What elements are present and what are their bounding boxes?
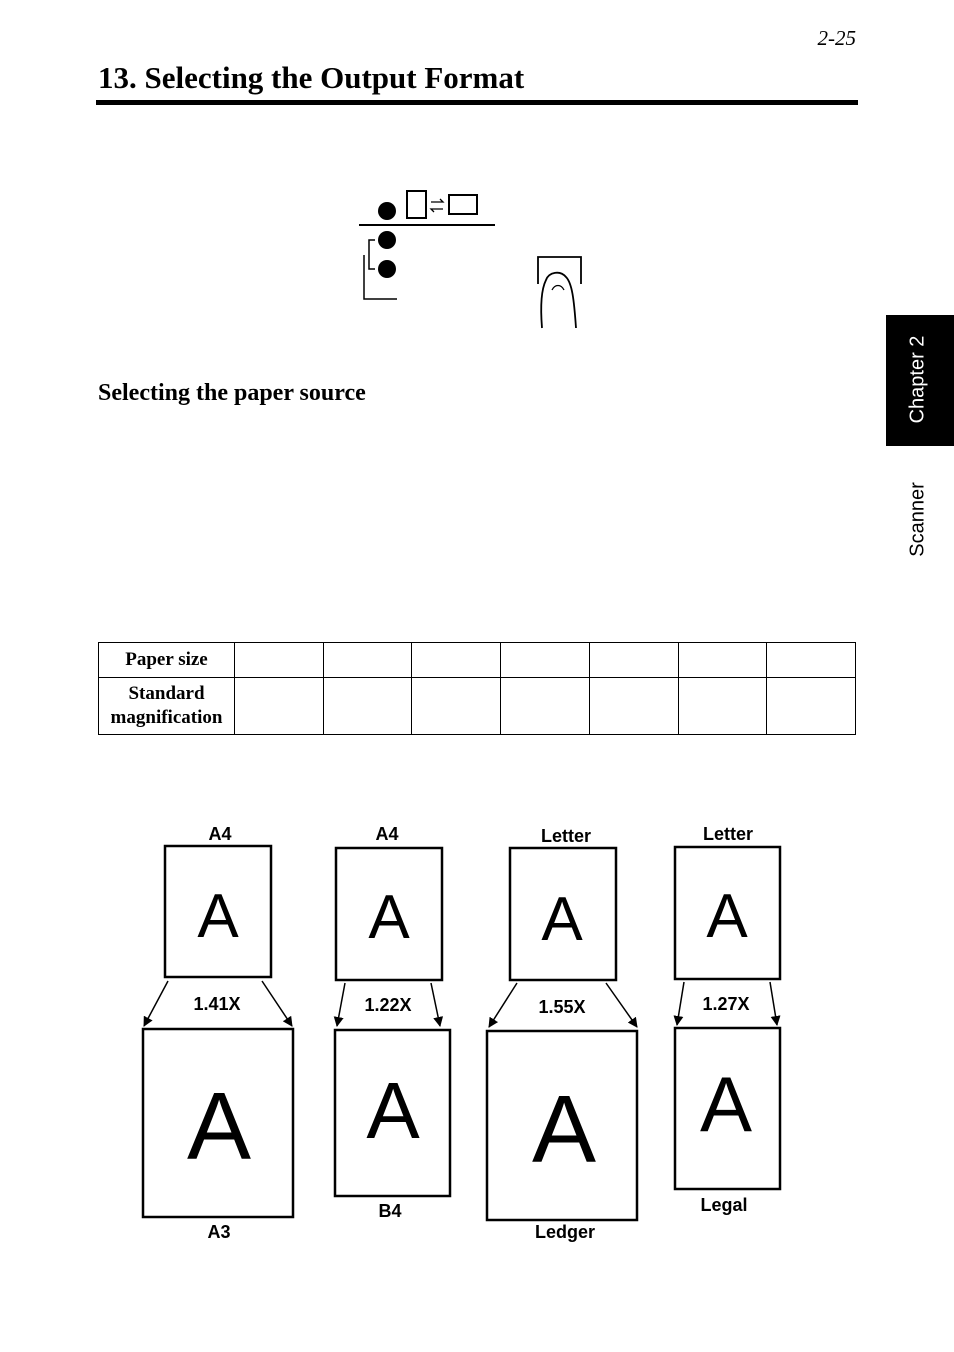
source-size-label: A4 (375, 824, 399, 844)
ratio-label: 1.22X (364, 995, 412, 1015)
enlarge-arrow (144, 981, 168, 1026)
diagram-panel-a4-a3 (143, 824, 293, 1242)
enlarge-arrow (489, 983, 517, 1027)
target-size-label: B4 (378, 1201, 402, 1221)
target-glyph: A (186, 1073, 252, 1180)
ratio-label: 1.27X (702, 994, 750, 1014)
enlarge-arrow (262, 981, 292, 1026)
diagram-panel-a4-b4 (335, 824, 450, 1221)
target-glyph: A (366, 1066, 420, 1155)
enlarge-arrow (606, 983, 637, 1027)
target-size-label: A3 (207, 1222, 231, 1242)
enlarge-arrow (677, 982, 684, 1025)
ratio-label: 1.41X (193, 994, 241, 1014)
row-label-standard-magnification: Standard magnification (99, 678, 235, 735)
target-glyph: A (699, 1060, 753, 1148)
chapter-tab-label: Chapter 2 (906, 335, 929, 424)
row-label-paper-size: Paper size (99, 643, 235, 678)
source-glyph: A (541, 885, 583, 954)
source-size-label: Letter (702, 824, 754, 844)
enlarge-arrow (770, 982, 777, 1025)
source-glyph: A (197, 882, 239, 951)
section-tab-label: Scanner (906, 482, 929, 557)
target-glyph: A (531, 1076, 597, 1183)
diagram-panel-letter-legal (675, 824, 780, 1215)
section-subheading: Selecting the paper source (98, 380, 366, 406)
source-glyph: A (706, 882, 748, 951)
target-size-label: Ledger (534, 1222, 596, 1242)
source-size-label: Letter (540, 826, 592, 846)
source-size-label: A4 (208, 824, 232, 844)
diagram-panel-letter-ledger (487, 826, 637, 1242)
enlarge-arrow (337, 983, 345, 1026)
source-glyph: A (368, 883, 410, 952)
enlarge-arrow (431, 983, 440, 1026)
page-number: 2-25 (817, 26, 856, 50)
page-title: 13. Selecting the Output Format (98, 60, 525, 95)
target-size-label: Legal (700, 1195, 748, 1215)
ratio-label: 1.55X (538, 997, 586, 1017)
